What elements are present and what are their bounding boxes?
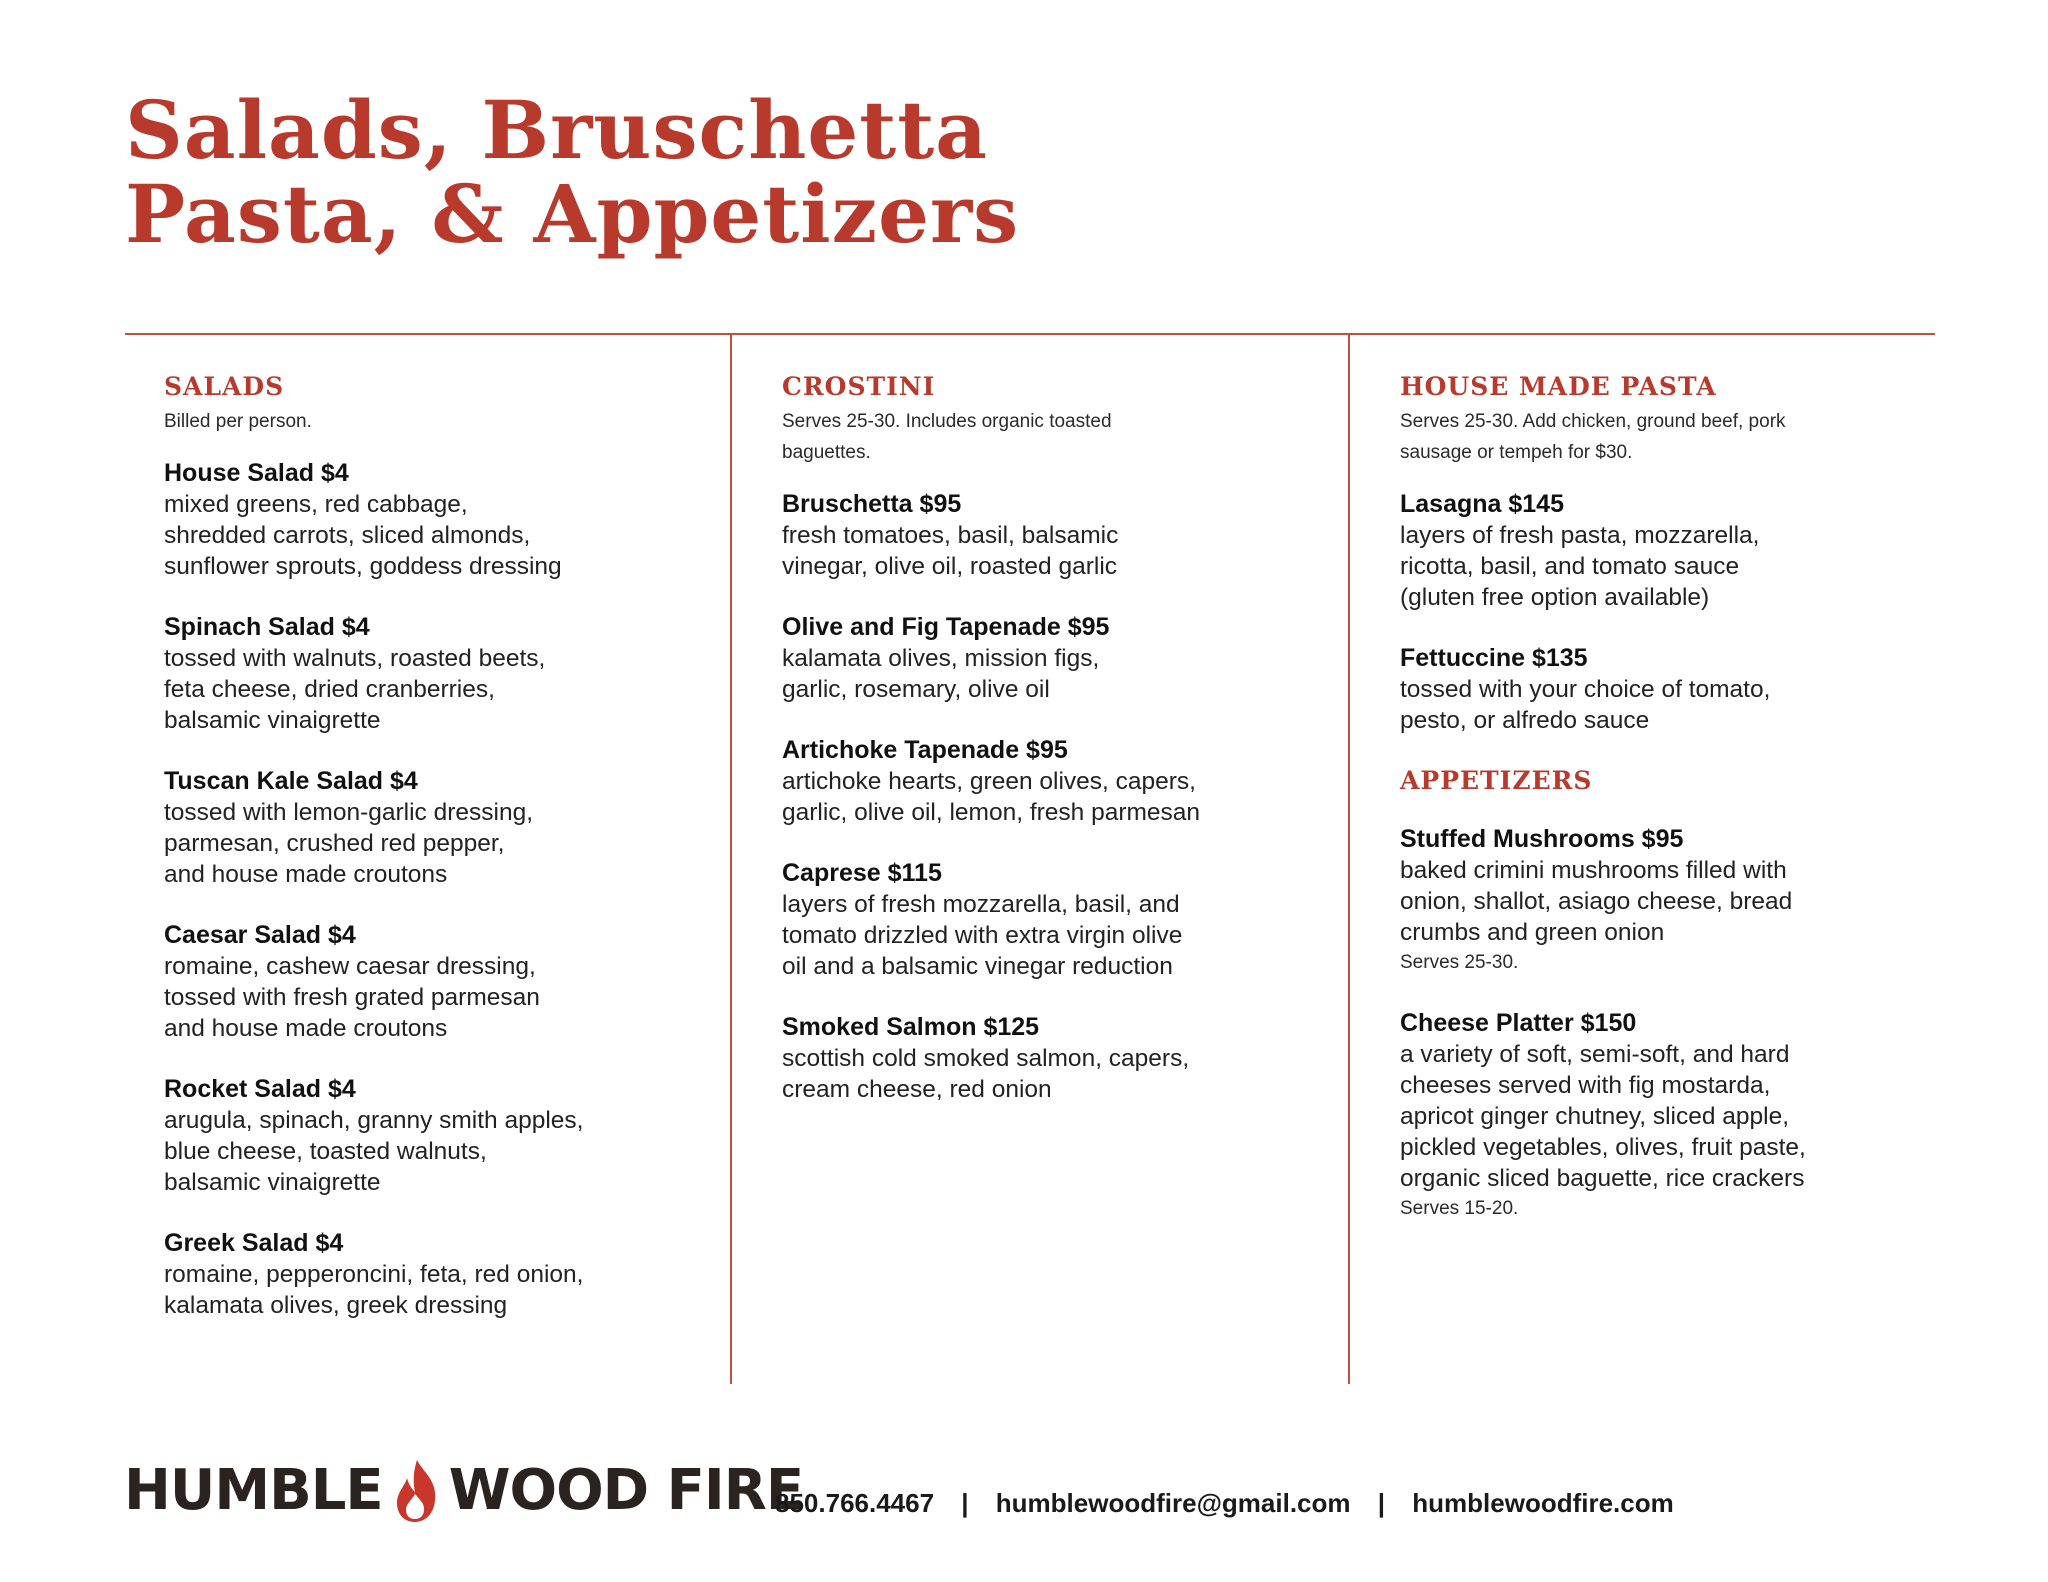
item-name: House Salad $4 — [164, 459, 349, 487]
item-serves: Serves 25-30. — [1400, 952, 1519, 973]
menu-item — [164, 766, 704, 890]
website-link[interactable]: humblewoodfire.com — [1412, 1488, 1674, 1518]
appetizers-section — [1400, 766, 1960, 1224]
logo-text-left: HUMBLE — [124, 1458, 383, 1523]
item-description: baked crimini mushrooms filled with onion, shallot, asiago cheese, bread crumbs and green onion — [1400, 857, 1793, 946]
crostini-list — [782, 489, 1322, 1105]
menu-item — [1400, 1008, 1960, 1224]
appetizers-heading: APPETIZERS — [1400, 766, 1593, 795]
item-name: Stuffed Mushrooms $95 — [1400, 825, 1684, 853]
email-link[interactable]: humblewoodfire@gmail.com — [995, 1488, 1351, 1518]
salads-heading: SALADS — [164, 372, 285, 401]
menu-item — [164, 458, 704, 582]
page-title — [125, 83, 1020, 261]
salads-list — [164, 458, 704, 1321]
separator: | — [1377, 1488, 1386, 1518]
menu-item — [1400, 643, 1960, 736]
item-name: Rocket Salad $4 — [164, 1075, 356, 1103]
menu-item — [1400, 489, 1960, 613]
phone-number[interactable]: 850.766.4467 — [775, 1488, 935, 1518]
separator: | — [961, 1488, 969, 1518]
salads-note: Billed per person. — [164, 411, 312, 432]
item-name: Caesar Salad $4 — [164, 921, 356, 949]
page-title-line-1: Salads, Bruschetta — [125, 83, 988, 177]
item-description: artichoke hearts, green olives, capers, garlic, olive oil, lemon, fresh parmesan — [782, 768, 1201, 826]
brand-logo — [124, 1458, 803, 1524]
column-divider-1 — [730, 334, 732, 1384]
item-name: Lasagna $145 — [1400, 490, 1564, 518]
pasta-heading: HOUSE MADE PASTA — [1400, 372, 1717, 401]
item-name: Fettuccine $135 — [1400, 644, 1588, 672]
menu-item — [1400, 824, 1960, 978]
menu-item — [164, 1074, 704, 1198]
column-divider-2 — [1348, 334, 1350, 1384]
item-name: Greek Salad $4 — [164, 1229, 344, 1257]
menu-item — [164, 920, 704, 1044]
item-description: mixed greens, red cabbage, shredded carrots, sliced almonds, sunflower sprouts, goddess dressing — [164, 491, 562, 580]
item-description: romaine, cashew caesar dressing, tossed with fresh grated parmesan and house made croutons — [164, 953, 540, 1042]
item-description: layers of fresh mozzarella, basil, and tomato drizzled with extra virgin olive oil and a balsamic vinegar reduction — [782, 891, 1183, 980]
item-description: tossed with walnuts, roasted beets, feta cheese, dried cranberries, balsamic vinaigrette — [164, 645, 546, 734]
menu-item — [782, 489, 1322, 582]
item-name: Tuscan Kale Salad $4 — [164, 767, 418, 795]
crostini-note: Serves 25-30. Includes organic toasted baguettes. — [782, 411, 1112, 463]
item-description: kalamata olives, mission figs, garlic, rosemary, olive oil — [782, 645, 1100, 703]
menu-item — [164, 1228, 704, 1321]
appetizers-list — [1400, 824, 1960, 1224]
crostini-heading: CROSTINI — [782, 372, 936, 401]
menu-item — [782, 735, 1322, 828]
header-divider — [125, 333, 1935, 335]
pasta-note: Serves 25-30. Add chicken, ground beef, pork sausage or tempeh for $30. — [1400, 411, 1786, 463]
menu-item — [164, 612, 704, 736]
menu-item — [782, 612, 1322, 705]
item-name: Spinach Salad $4 — [164, 613, 370, 641]
crostini-column — [782, 372, 1322, 1135]
pasta-appetizers-column — [1400, 372, 1960, 1254]
item-description: arugula, spinach, granny smith apples, blue cheese, toasted walnuts, balsamic vinaigrette — [164, 1107, 584, 1196]
item-name: Smoked Salmon $125 — [782, 1013, 1040, 1041]
item-name: Artichoke Tapenade $95 — [782, 736, 1068, 764]
flame-icon — [393, 1458, 439, 1524]
page-title-line-2: Pasta, & Appetizers — [125, 167, 1020, 261]
item-name: Cheese Platter $150 — [1400, 1009, 1637, 1037]
item-serves: Serves 15-20. — [1400, 1198, 1519, 1219]
contact-info — [775, 1488, 1674, 1519]
menu-item — [782, 1012, 1322, 1105]
item-description: fresh tomatoes, basil, balsamic vinegar, olive oil, roasted garlic — [782, 522, 1119, 580]
menu-item — [782, 858, 1322, 982]
item-description: romaine, pepperoncini, feta, red onion, kalamata olives, greek dressing — [164, 1261, 584, 1319]
item-description: layers of fresh pasta, mozzarella, ricotta, basil, and tomato sauce (gluten free option available) — [1400, 522, 1760, 611]
item-description: a variety of soft, semi-soft, and hard cheeses served with fig mostarda, apricot ginger chutney, sliced apple, pickled vegetables, olives, fruit paste, organic sliced baguette, rice crackers — [1400, 1041, 1806, 1192]
logo-text-right: WOOD FIRE — [448, 1458, 804, 1523]
item-name: Olive and Fig Tapenade $95 — [782, 613, 1110, 641]
item-description: scottish cold smoked salmon, capers, cream cheese, red onion — [782, 1045, 1190, 1103]
item-name: Caprese $115 — [782, 859, 942, 887]
item-description: tossed with lemon-garlic dressing, parmesan, crushed red pepper, and house made croutons — [164, 799, 534, 888]
item-description: tossed with your choice of tomato, pesto, or alfredo sauce — [1400, 676, 1771, 734]
item-name: Bruschetta $95 — [782, 490, 962, 518]
pasta-list — [1400, 489, 1960, 736]
salads-column — [164, 372, 704, 1351]
